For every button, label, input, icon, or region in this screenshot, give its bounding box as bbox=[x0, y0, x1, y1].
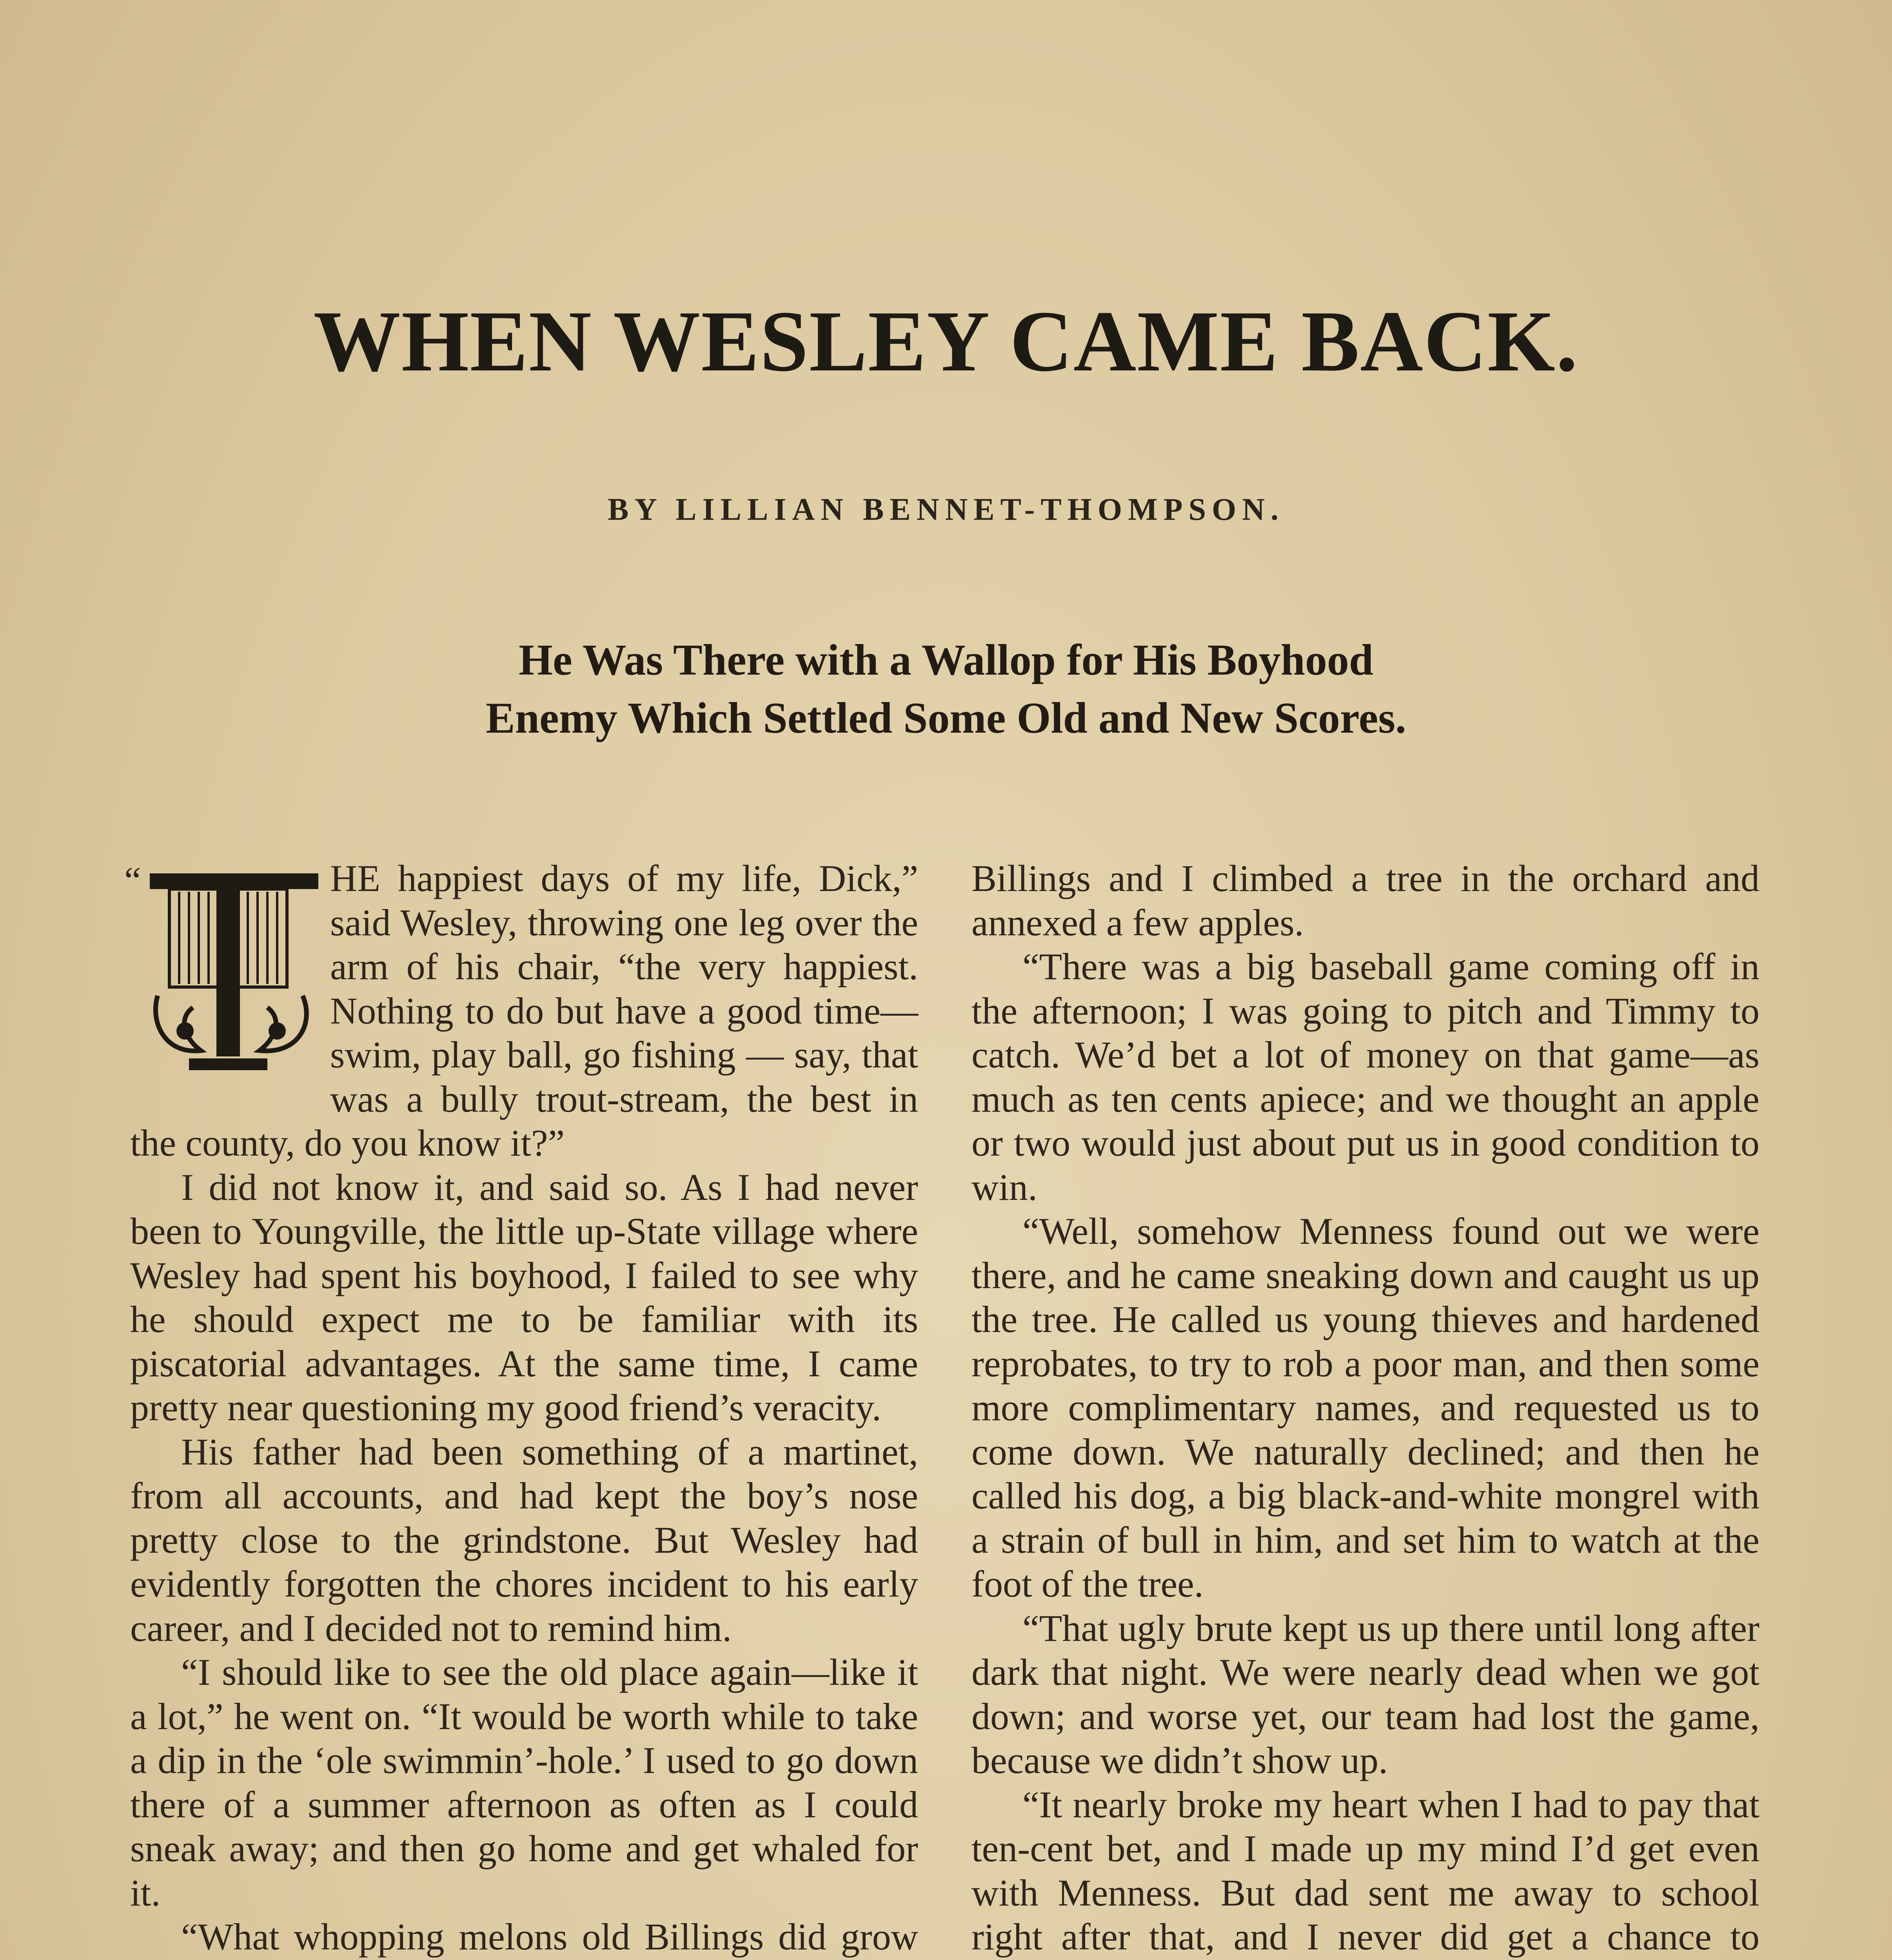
paragraph: “That ugly brute kept us up there until long after dark that night. We were nearly dead when we got down; and worse yet, our team had lost the game, because we didn’t show up. bbox=[971, 1607, 1759, 1781]
paragraph: “What whopping melons old Billings did grow bbox=[181, 1916, 918, 1958]
paragraph: “I should like to see the old place again—like it a lot,” he went on. “It would be worth while to take a dip in the ‘ole swimmin’-hole.’ I used to go down there of a summer afternoon as often as I could sneak away; and then go home and get whaled for it. bbox=[130, 1651, 918, 1914]
deck-line-2: Enemy Which Settled Some Old and New Scores. bbox=[486, 694, 1406, 742]
opening-quote: “ bbox=[124, 859, 141, 901]
paragraph-continued: Billings and I climbed a tree in the orchard and annexed a few apples. bbox=[971, 857, 1759, 944]
paragraph: His father had been something of a martinet, from all accounts, and had kept the boy’s nose pretty close to the grindstone. But Wesley had evidently forgotten the chores incident to his early career, and I decided not to remind him. bbox=[130, 1430, 918, 1649]
article-byline: BY LILLIAN BENNET-THOMPSON. bbox=[607, 492, 1284, 527]
left-column bbox=[124, 857, 918, 1960]
right-column bbox=[971, 857, 1759, 1960]
drop-cap-ornament-icon bbox=[142, 866, 338, 1078]
opening-paragraph bbox=[124, 857, 918, 1165]
paragraph-text: HE happiest days of my life, Dick,” said Wesley, throwing one leg over the arm of his chair, “the very happiest. Nothing to do but have a good time—swim, play ball, go fishing — say, that was a bully trout-stream, the best in the county, do you know it?” bbox=[130, 857, 918, 1164]
paragraph: “There was a big baseball game coming off in the afternoon; I was going to pitch and Timmy to catch. We’d bet a lot of money on that game—as much as ten cents apiece; and we thought an apple or two would just about put us in good condition to win. bbox=[971, 946, 1759, 1208]
article-deck bbox=[0, 631, 1892, 747]
paragraph: “Well, somehow Menness found out we were there, and he came sneaking down and caught us up the tree. He called us young thieves and hardened reprobates, to try to rob a poor man, and then some more complimentary names, and requested us to come down. We naturally declined; and then he called his dog, a big black-and-white mongrel with a strain of bull in him, and set him to watch at the foot of the tree. bbox=[971, 1210, 1759, 1605]
paragraph: I did not know it, and said so. As I had never been to Youngville, the little up-State village where Wesley had spent his boyhood, I failed to see why he should expect me to be familiar with its piscatorial advantages. At the same time, I came pretty near questioning my good friend’s veracity. bbox=[130, 1166, 918, 1428]
article-title: WHEN WESLEY CAME BACK. bbox=[313, 293, 1579, 390]
paragraph: “It nearly broke my heart when I had to pay that ten-cent bet, and I made up my mind I’d get even with Menness. But dad sent me away to school right after that, and I never did get a chance to bbox=[971, 1783, 1759, 1958]
deck-line-1: He Was There with a Wallop for His Boyhood bbox=[518, 636, 1374, 684]
drop-cap bbox=[124, 859, 322, 1078]
